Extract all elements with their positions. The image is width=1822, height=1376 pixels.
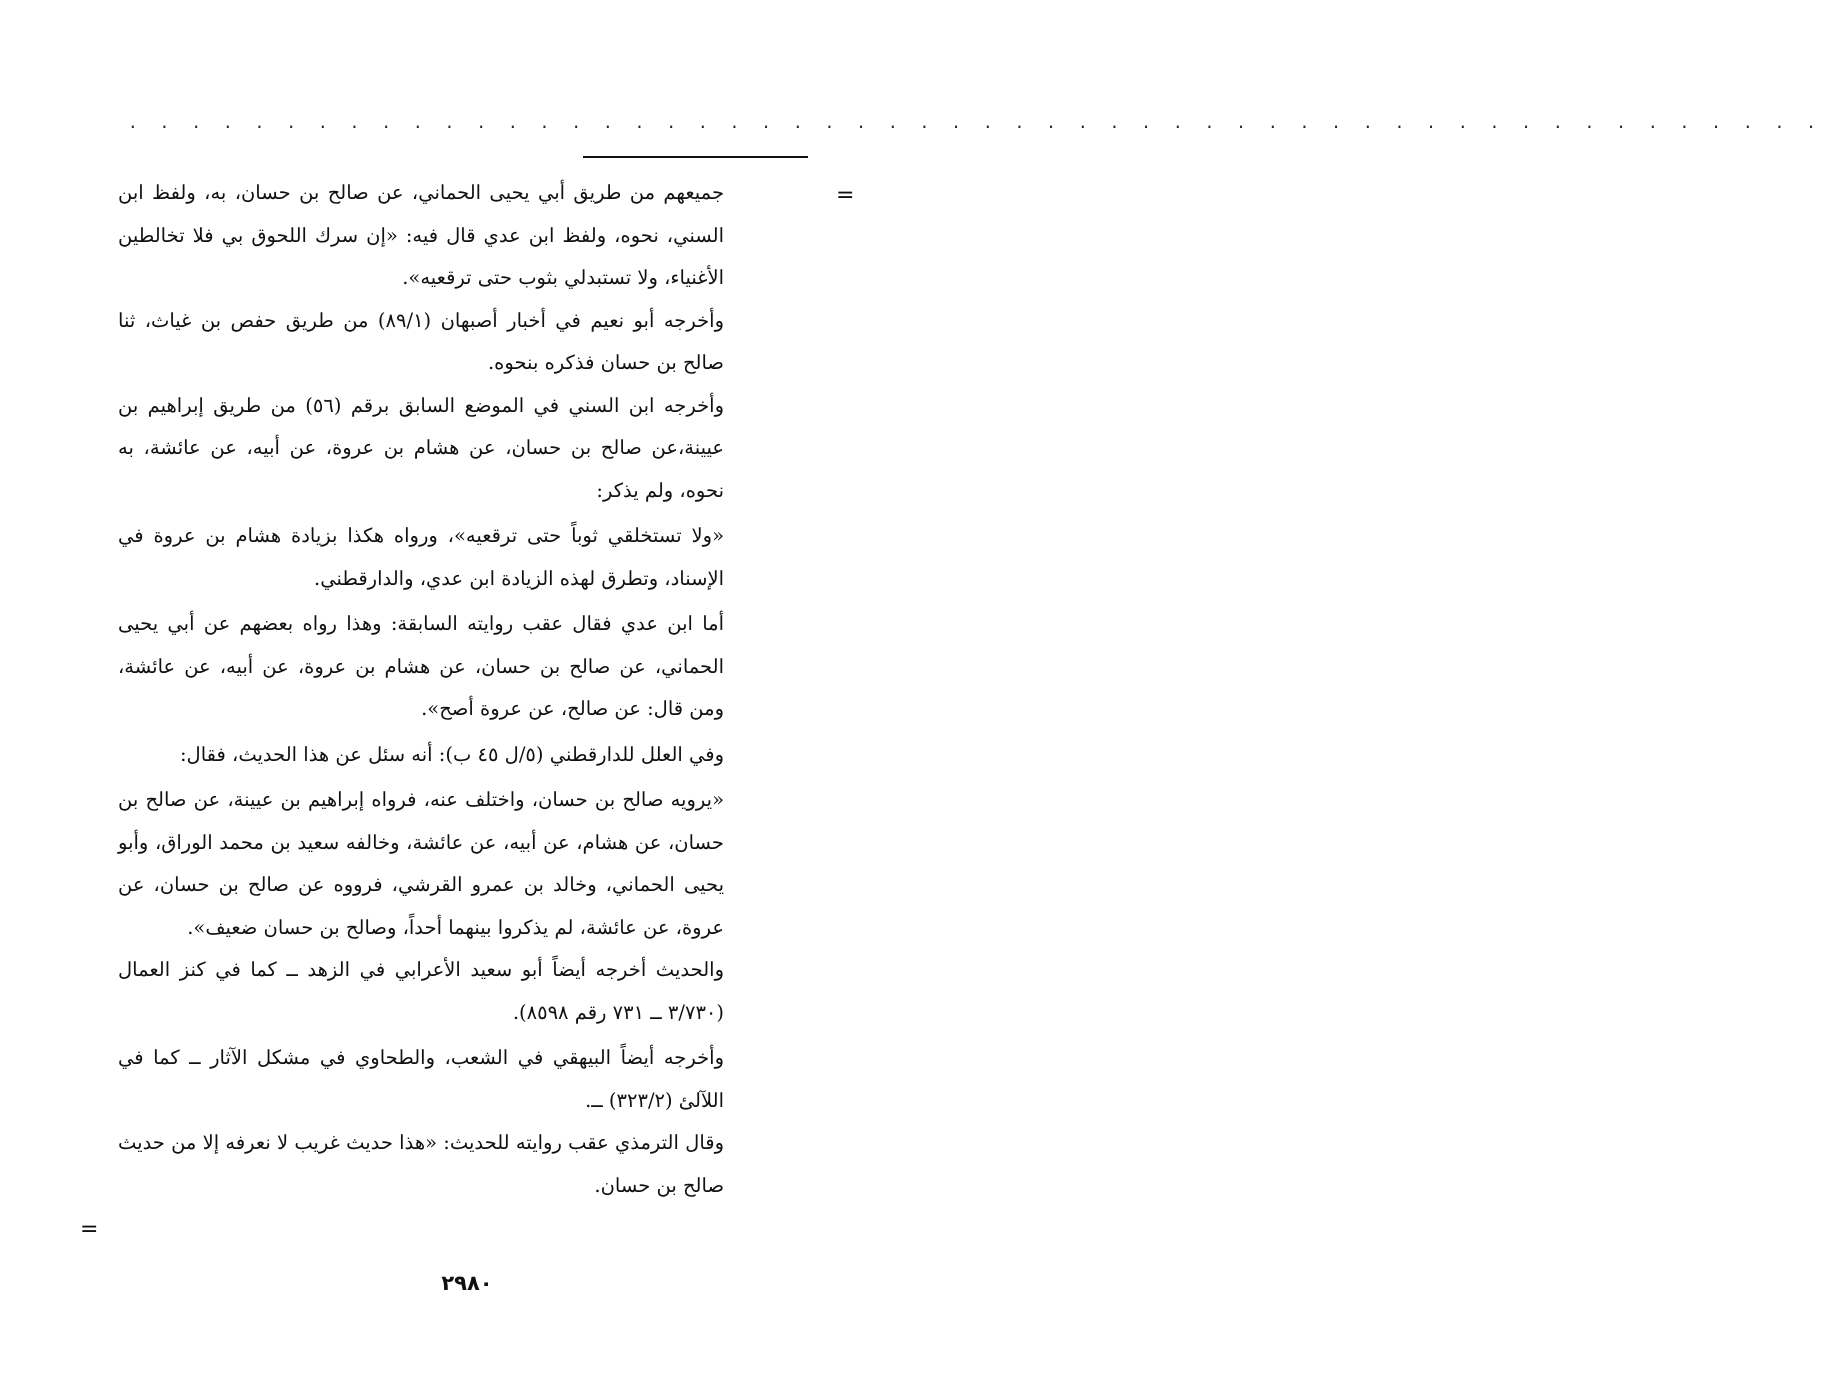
continuation-mark-top: =	[836, 183, 855, 208]
footnote-separator-rule	[583, 156, 808, 158]
paragraph-3: وأخرجه ابن السني في الموضع السابق برقم (٥٦) من طريق إبراهيم بن عيينة،عن صالح بن حسان، عن هشام بن عروة، عن أبيه، عن عائشة، به نحوه، ولم يذكر:	[118, 393, 724, 502]
paragraph-10: وقال الترمذي عقب روايته للحديث: «هذا حديث غريب لا نعرفه إلا من حديث صالح بن حسان.	[118, 1131, 724, 1197]
paragraph-8: والحديث أخرجه أيضاً أبو سعيد الأعرابي في الزهد ــ كما في كنز العمال (٣/٧٣٠ ــ ٧٣١ رقم ٨٥٩٨).	[118, 958, 724, 1024]
paragraph-5: أما ابن عدي فقال عقب روايته السابقة: وهذا رواه بعضهم عن أبي يحيى الحماني، عن صالح بن حسان، عن هشام بن عروة، عن أبيه، عن عائشة، ومن قال: عن صالح، عن عروة أصح».	[118, 612, 724, 720]
paragraph-7: «يرويه صالح بن حسان، واختلف عنه، فرواه إبراهيم بن عيينة، عن صالح بن حسان، عن هشام، عن أبيه، عن عائشة، وخالفه سعيد بن محمد الوراق، وأبو يحيى الحماني، وخالد بن عمرو القرشي، فرووه عن صالح بن حسان، عن عروة، عن عائشة، لم يذكروا بينهما أحداً، وصالح بن حسان ضعيف».	[118, 788, 724, 939]
paragraph-6: وفي العلل للدارقطني (٥/ل ٤٥ ب): أنه سئل عن هذا الحديث، فقال:	[179, 742, 724, 766]
page-body	[118, 172, 724, 1207]
continuation-mark-bottom: =	[80, 1217, 99, 1242]
paragraph-1: جميعهم من طريق أبي يحيى الحماني، عن صالح بن حسان، به، ولفظ ابن السني، نحوه، ولفظ ابن عدي قال فيه: «إن سرك اللحوق بي فلا تخالطين الأغنياء، ولا تستبدلي بثوب حتى ترقعيه».	[118, 181, 724, 289]
header-dotted-line: . . . . . . . . . . . . . . . . . . . . . . . . . . . . . . . . . . . . . . . . . . . . . . . . . . . . . .	[128, 113, 1822, 132]
page-number: ٢٩٨٠	[441, 1271, 493, 1295]
paragraph-2: وأخرجه أبو نعيم في أخبار أصبهان (٨٩/١) من طريق حفص بن غياث، ثنا صالح بن حسان فذكره بنحوه.	[118, 308, 724, 374]
paragraph-9: وأخرجه أيضاً البيهقي في الشعب، والطحاوي في مشكل الآثار ــ كما في اللآلئ (٣٢٣/٢) ــ.	[118, 1046, 724, 1112]
paragraph-4: «ولا تستخلقي ثوباً حتى ترقعيه»، ورواه هكذا بزيادة هشام بن عروة في الإسناد، وتطرق لهذه الزيادة ابن عدي، والدارقطني.	[118, 524, 724, 590]
